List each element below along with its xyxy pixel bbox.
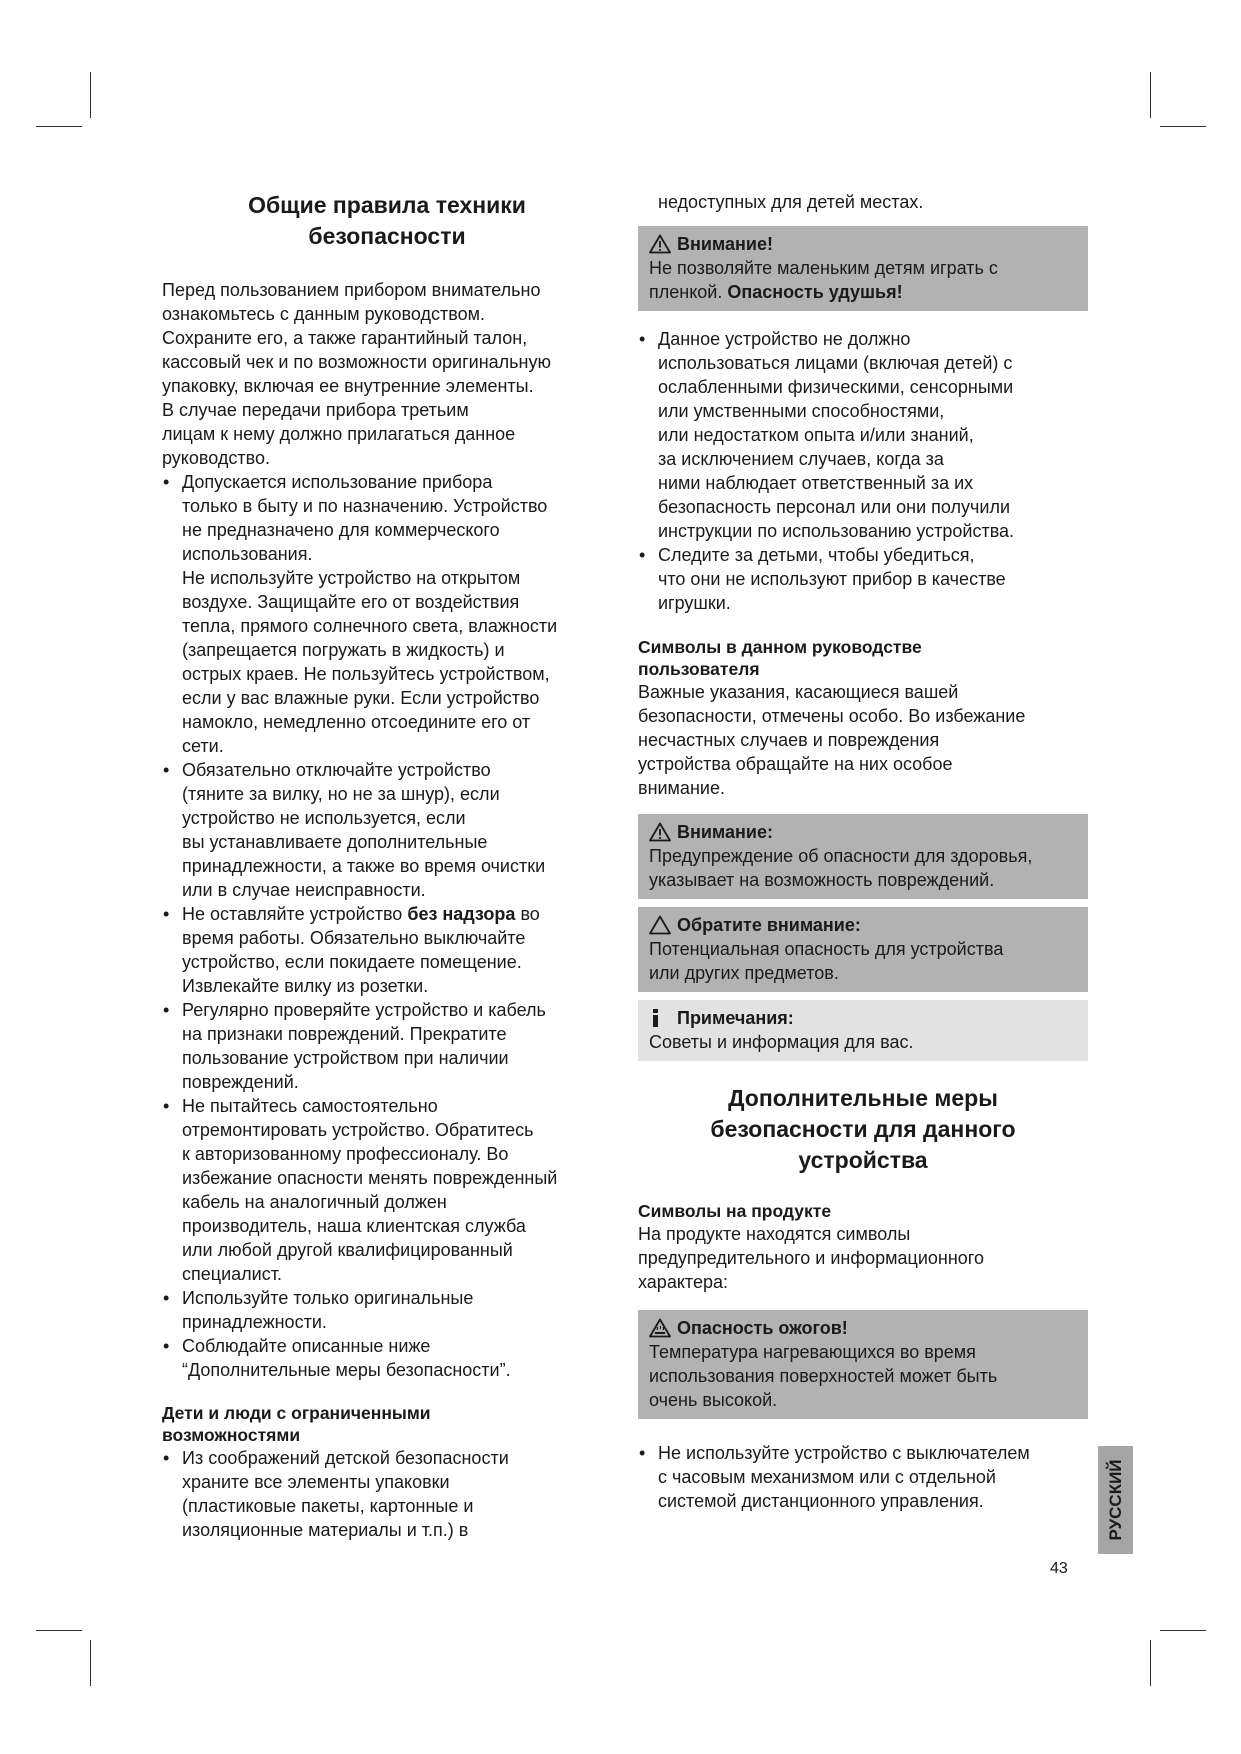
continued-text: недоступных для детей местах. (658, 192, 924, 212)
children-list (162, 1446, 612, 1542)
crop-mark (36, 1630, 82, 1631)
list-item: • Данное устройство не должно использоваться лицами (включая детей) с ослабленными физическими, сенсорными или умственными способностями, или недостатком опыта и/или знаний, за исключением случаев, когда за ними наблюдает ответственный за их безопасность персонал или они получили инструкции по использованию устройства. (638, 327, 1088, 543)
crop-mark (1160, 126, 1206, 127)
product-symbols-paragraph: На продукте находятся символы предупредительного и информационного характера: (638, 1224, 984, 1292)
right-column (638, 190, 1088, 1513)
product-symbols-heading: Символы на продукте (638, 1201, 832, 1221)
list-item: • Допускается использование прибора только в быту и по назначению. Устройство не предназначено для коммерческого использования. Не используйте устройство на открытом воздухе. Защищайте его от воздействия тепла, прямого солнечного света, влажности (запрещается погружать в жидкость) и острых краев. Не пользуйтесь устройством, если у вас влажные руки. Если устройство намокло, немедленно отсоедините его от сети. (162, 470, 612, 758)
warning-triangle-icon (649, 234, 671, 254)
safety-rules-list (162, 470, 612, 1382)
children-heading: Дети и люди с ограниченными возможностями (162, 1403, 431, 1445)
left-column (162, 190, 612, 1542)
crop-mark (1160, 1630, 1206, 1631)
crop-mark (1150, 1640, 1151, 1686)
users-list (638, 327, 1088, 615)
list-item: • Обязательно отключайте устройство (тяните за вилку, но не за шнур), если устройство не используется, если вы устанавливаете дополнительные принадлежности, а также во время очистки или в случае неисправности. (162, 758, 612, 902)
crop-mark (90, 72, 91, 118)
caution-triangle-icon (649, 915, 671, 935)
list-item: • Соблюдайте описанные ниже “Дополнительные меры безопасности”. (162, 1334, 612, 1382)
list-item: • Не оставляйте устройство без надзора во время работы. Обязательно выключайте устройство, если покидаете помещение. Извлекайте вилку из розетки. (162, 902, 612, 998)
info-icon (649, 1008, 671, 1028)
symbols-paragraph: Важные указания, касающиеся вашей безопасности, отмечены особо. Во избежание несчастных случаев и повреждения устройства обращайте на них особое внимание. (638, 682, 1026, 798)
list-item: • Из соображений детской безопасности храните все элементы упаковки (пластиковые пакеты, картонные и изоляционные материалы и т.п.) в (162, 1446, 612, 1542)
language-tab: РУССКИЙ (1098, 1446, 1133, 1554)
list-item: • Не пытайтесь самостоятельно отремонтировать устройство. Обратитесь к авторизованному профессионалу. Во избежание опасности менять поврежденный кабель на аналогичный должен производитель, наша клиентская служба или любой другой квалифицированный специалист. (162, 1094, 612, 1286)
warning-legend-box: Внимание: Предупреждение об опасности для здоровья, указывает на возможность повреждений. (638, 814, 1088, 899)
notes-legend-box: Примечания: Советы и информация для вас. (638, 1000, 1088, 1061)
hot-surface-icon (649, 1318, 671, 1338)
list-item: • Используйте только оригинальные принадлежности. (162, 1286, 612, 1334)
section-title: Дополнительные меры безопасности для данного устройства (710, 1085, 1016, 1173)
page-title: Общие правила техники безопасности (248, 192, 526, 249)
page-number: 43 (1050, 1560, 1068, 1577)
crop-mark (90, 1640, 91, 1686)
list-item: • Не используйте устройство с выключателем с часовым механизмом или с отдельной системой дистанционного управления. (638, 1441, 1088, 1513)
warning-triangle-icon (649, 822, 671, 842)
list-item: • Регулярно проверяйте устройство и кабель на признаки повреждений. Прекратите пользование устройством при наличии повреждений. (162, 998, 612, 1094)
burn-warning-box: Опасность ожогов! Температура нагревающихся во время использования поверхностей может быть очень высокой. (638, 1310, 1088, 1419)
list-item: • Следите за детьми, чтобы убедиться, что они не используют прибор в качестве игрушки. (638, 543, 1088, 615)
intro-paragraph: Перед пользованием прибором внимательно ознакомьтесь с данным руководством. Сохраните его, а также гарантийный талон, кассовый чек и по возможности оригинальную упаковку, включая ее внутренние элементы. В случае передачи прибора третьим лицам к нему должно прилагаться данное руководство. (162, 280, 551, 468)
caution-legend-box: Обратите внимание: Потенциальная опасность для устройства или других предметов. (638, 907, 1088, 992)
crop-mark (36, 126, 82, 127)
product-list (638, 1441, 1088, 1513)
warning-box: Внимание! Не позволяйте маленьким детям играть с пленкой. Опасность удушья! (638, 226, 1088, 311)
crop-mark (1150, 72, 1151, 118)
symbols-heading: Символы в данном руководстве пользователя (638, 637, 922, 679)
